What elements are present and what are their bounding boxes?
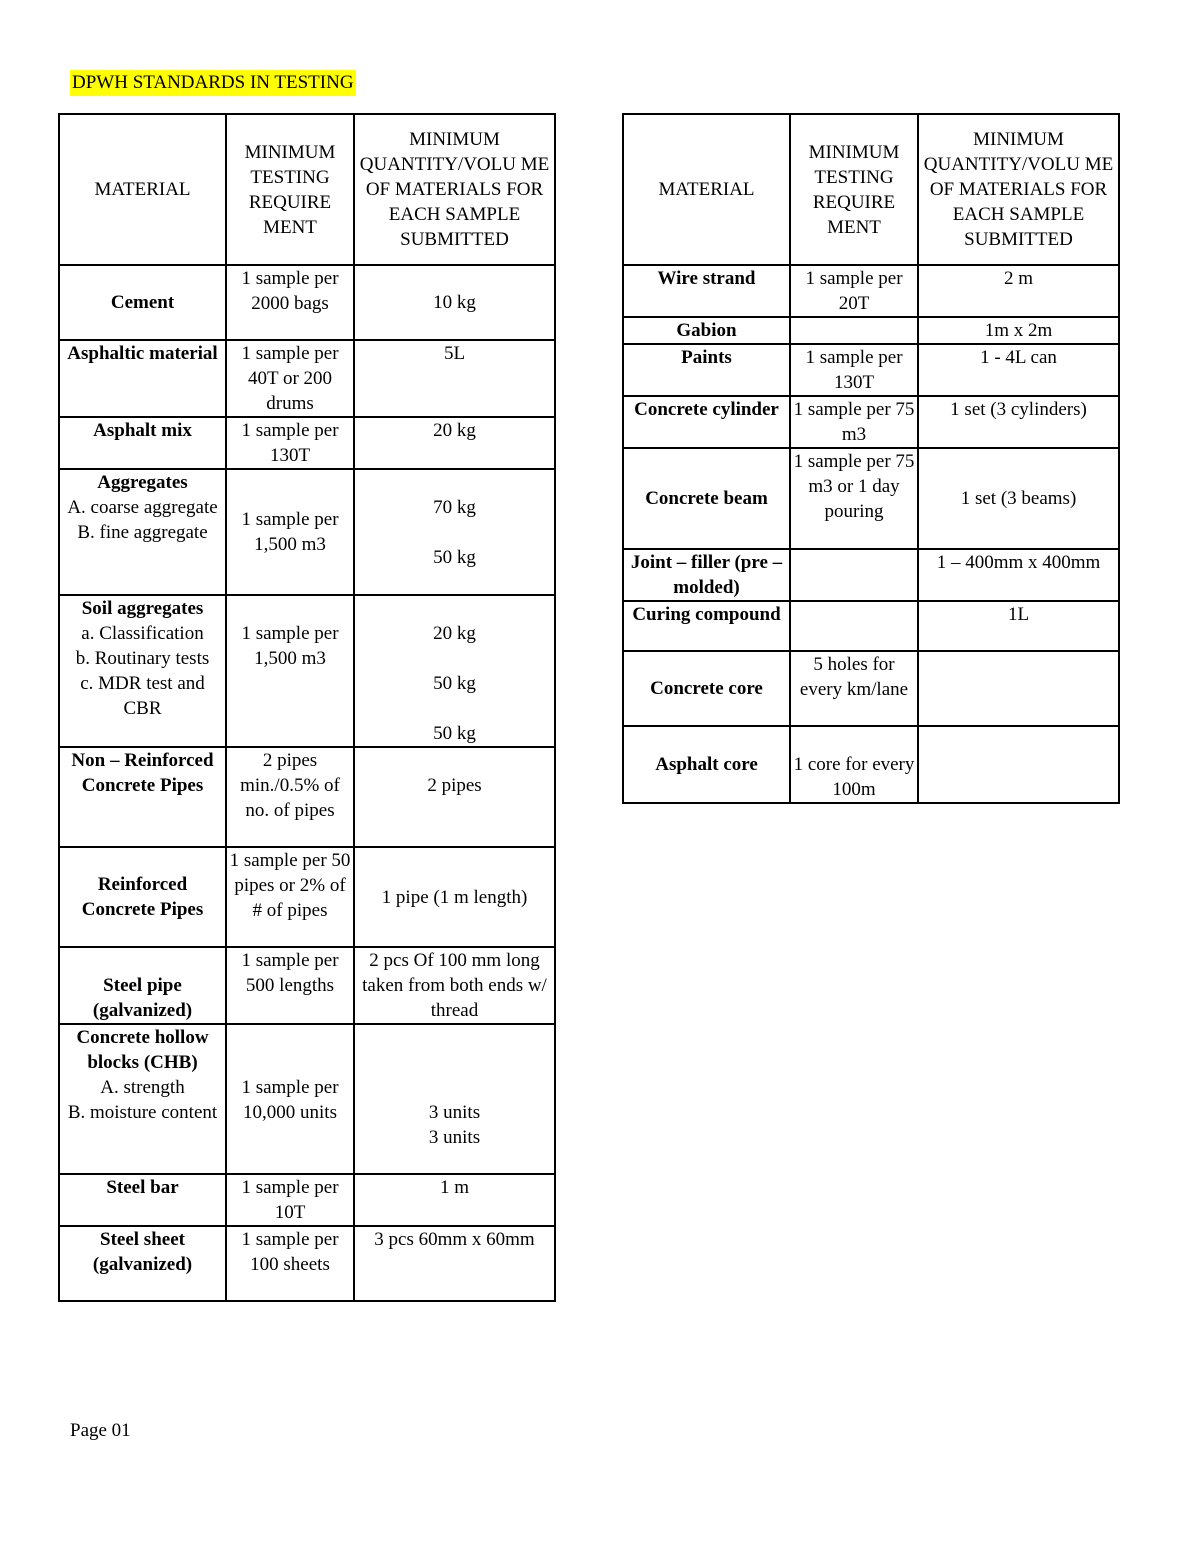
testing-requirement: 1 sample per 10,000 units [226,1024,354,1174]
header-minimum-quantity: MINIMUM QUANTITY/VOLU ME OF MATERIALS FOR EACH SAMPLE SUBMITTED [918,114,1119,265]
table-row [59,1024,555,1174]
material-name: Wire strand [657,268,756,289]
testing-requirement: 1 sample per 75 m3 [790,396,918,448]
material-name: Gabion [676,320,737,341]
sample-quantity: 70 kg [433,496,476,518]
testing-requirement: 1 sample per 75 m3 or 1 day pouring [790,448,918,549]
header-material: MATERIAL [59,114,226,265]
table-header-row [59,114,555,265]
table-row [59,417,555,469]
table-header-row [623,114,1119,265]
material-name: Joint – filler (pre – molded) [630,552,783,598]
testing-requirement [790,601,918,651]
sample-quantity: 3 pcs 60mm x 60mm [354,1226,555,1301]
sample-quantity: 2 m [918,265,1119,317]
sample-quantity [918,726,1119,803]
sample-quantity [918,651,1119,726]
material-name: Concrete cylinder [634,399,779,420]
material-subitem: c. MDR test and CBR [80,673,205,719]
table-row [623,344,1119,396]
sample-quantity: 1L [918,601,1119,651]
left-standards-table [58,113,556,1302]
header-minimum-testing: MINIMUM TESTING REQUIRE MENT [790,114,918,265]
testing-requirement: 1 sample per 20T [790,265,918,317]
material-name: Asphaltic material [67,343,218,364]
material-name: Asphalt core [655,754,758,775]
material-subitem: B. moisture content [67,1102,218,1123]
sample-quantity: 2 pcs Of 100 mm long taken from both ends w/ thread [354,947,555,1024]
table-row [59,947,555,1024]
sample-quantity: 20 kg [354,417,555,469]
table-row [623,651,1119,726]
table-row [59,747,555,847]
material-name: Steel bar [106,1177,179,1198]
table-row [59,1174,555,1226]
sample-quantity: 1 - 4L can [918,344,1119,396]
right-standards-table [622,113,1120,804]
testing-requirement: 1 sample per 100 sheets [226,1226,354,1301]
table-row [59,340,555,417]
sample-quantity: 10 kg [354,265,555,340]
testing-requirement: 1 sample per 40T or 200 drums [226,340,354,417]
testing-requirement: 1 sample per 130T [226,417,354,469]
table-row [59,265,555,340]
testing-requirement: 2 pipes min./0.5% of no. of pipes [226,747,354,847]
sample-quantity: 1 – 400mm x 400mm [918,549,1119,601]
sample-quantity: 1 pipe (1 m length) [354,847,555,947]
testing-requirement: 1 sample per 1,500 m3 [226,469,354,595]
sample-quantity: 3 units [428,1127,481,1148]
material-subitem: A. coarse aggregate [67,497,218,518]
testing-requirement: 1 sample per 130T [790,344,918,396]
material-name: Steel pipe (galvanized) [92,975,193,1021]
material-subitem: B. fine aggregate [77,522,208,543]
material-subitem: A. strength [100,1077,185,1098]
material-name: Concrete beam [645,488,768,509]
header-minimum-quantity: MINIMUM QUANTITY/VOLU ME OF MATERIALS FOR EACH SAMPLE SUBMITTED [354,114,555,265]
material-name: Non – Reinforced Concrete Pipes [71,750,214,796]
page-number: Page 01 [70,1420,131,1441]
material-name: Concrete core [650,678,763,699]
header-material: MATERIAL [623,114,790,265]
sample-quantity: 50 kg [433,546,476,568]
testing-requirement: 1 sample per 10T [226,1174,354,1226]
material-subitem: b. Routinary tests [75,648,210,669]
sample-quantity: 1m x 2m [918,317,1119,344]
table-row [623,448,1119,549]
material-name: Soil aggregates [81,598,204,619]
sample-quantity: 5L [354,340,555,417]
testing-requirement: 1 sample per 1,500 m3 [226,595,354,747]
table-row [59,1226,555,1301]
material-subitem: a. Classification [81,623,204,644]
material-name: Paints [681,347,732,368]
table-row [623,601,1119,651]
sample-quantity: 20 kg [433,623,476,644]
material-name: Curing compound [632,604,781,625]
table-row [59,847,555,947]
testing-requirement: 1 sample per 50 pipes or 2% of # of pipes [226,847,354,947]
sample-quantity: 1 set (3 beams) [918,448,1119,549]
sample-quantity: 3 units [428,1102,481,1123]
material-name: Reinforced Concrete Pipes [81,874,204,920]
table-row [59,469,555,595]
page-title: DPWH STANDARDS IN TESTING [70,70,356,96]
table-row [59,595,555,747]
table-row [623,265,1119,317]
material-name: Steel sheet (galvanized) [92,1229,193,1275]
testing-requirement [790,549,918,601]
table-row [623,396,1119,448]
testing-requirement: 1 core for every 100m [790,726,918,803]
table-row [623,549,1119,601]
sample-quantity: 1 set (3 cylinders) [918,396,1119,448]
sample-quantity: 1 m [354,1174,555,1226]
testing-requirement: 5 holes for every km/lane [790,651,918,726]
testing-requirement: 1 sample per 500 lengths [226,947,354,1024]
sample-quantity: 50 kg [433,723,476,744]
sample-quantity: 50 kg [433,673,476,694]
sample-quantity: 2 pipes [354,747,555,847]
table-row [623,317,1119,344]
table-row [623,726,1119,803]
material-name: Aggregates [97,472,188,493]
material-name: Concrete hollow blocks (CHB) [76,1027,209,1073]
material-name: Cement [110,292,175,313]
material-name: Asphalt mix [93,420,192,441]
testing-requirement [790,317,918,344]
header-minimum-testing: MINIMUM TESTING REQUIRE MENT [226,114,354,265]
testing-requirement: 1 sample per 2000 bags [226,265,354,340]
